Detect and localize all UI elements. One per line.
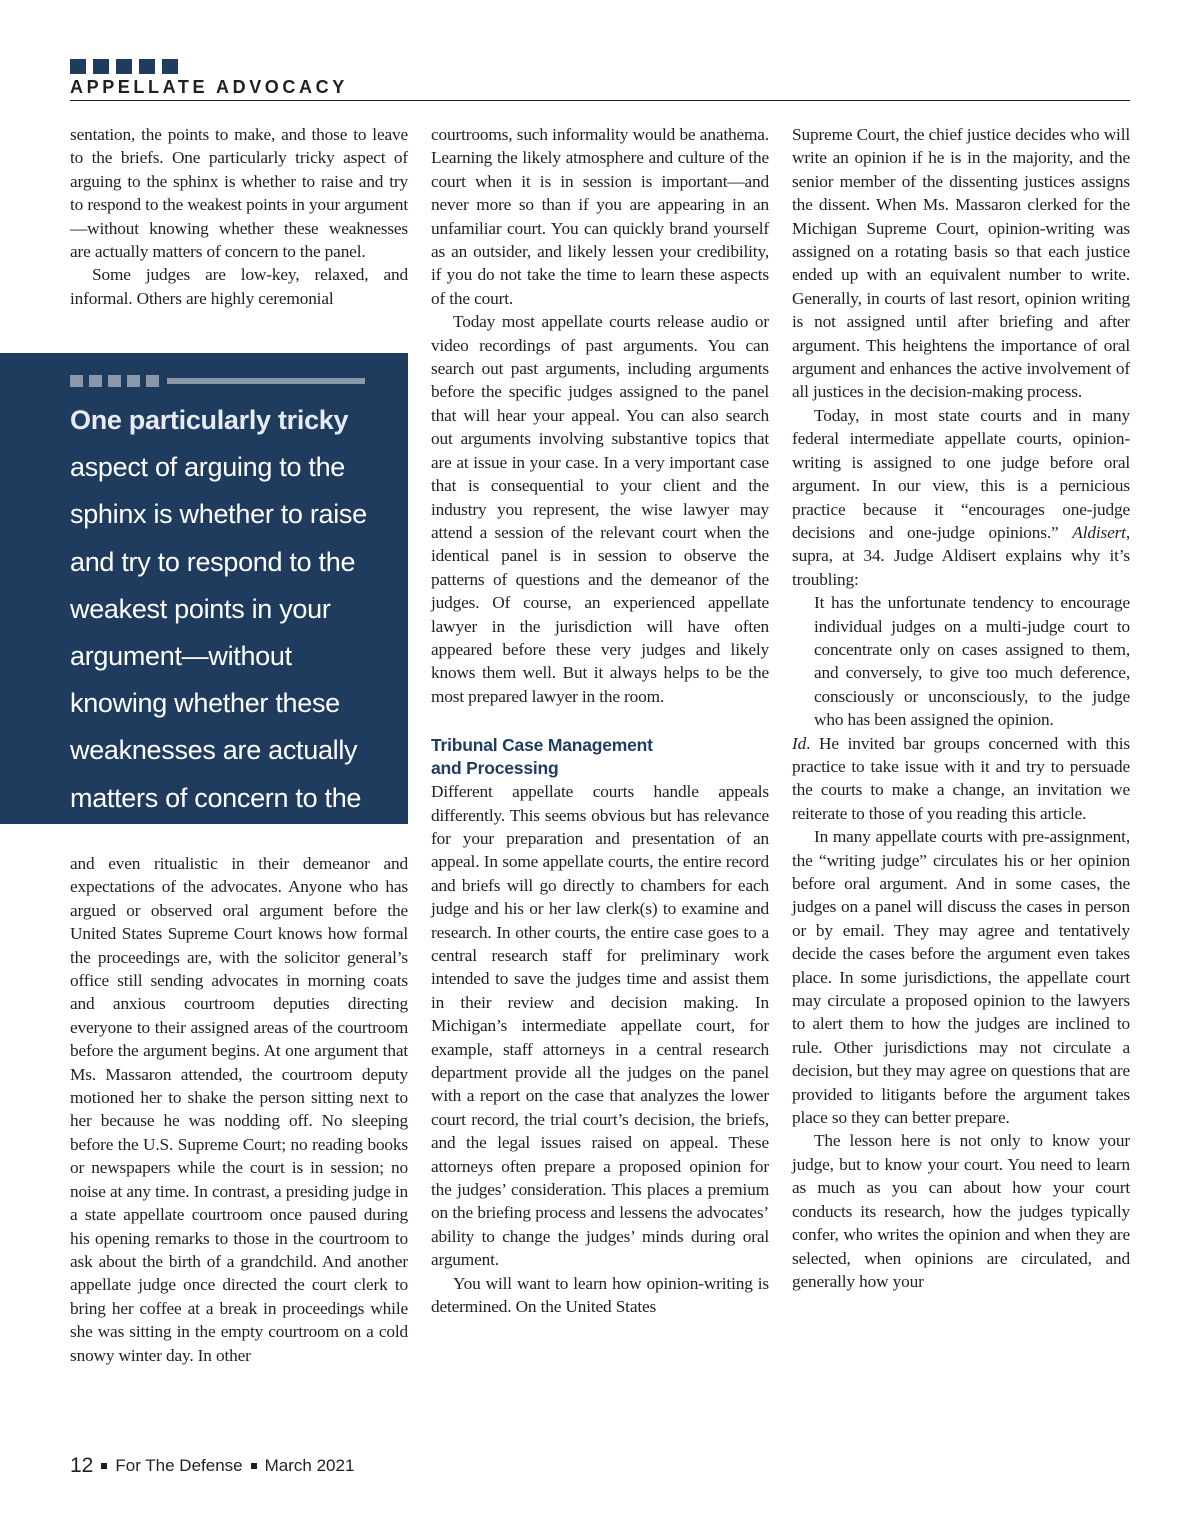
paragraph-text: Today, in most state courts and in many federal intermediate appellate courts, opinion-writing is assigned to one judge before oral argument. In our view, this is a pernicious practice because it “encourages one-judge decisions and one-judge opinions.” xyxy=(792,405,1130,542)
separator-dot xyxy=(251,1463,257,1469)
section-marker-squares xyxy=(70,59,178,74)
pull-quote xyxy=(0,353,408,860)
separator-dot xyxy=(101,1463,107,1469)
marker-square xyxy=(127,375,140,387)
marker-square xyxy=(108,375,121,387)
pull-quote-lead: One particularly tricky xyxy=(70,405,349,435)
paragraph: You will want to learn how opinion-writing is determined. On the United States xyxy=(431,1273,769,1317)
paragraph: and even ritualistic in their demeanor and expectations of the advocates. Anyone who has argued or observed oral argument before the United States Supreme Court knows how formal the proceedings are, with the solicitor general’s office still sending advocates in morning coats and anxious courtroom deputies directing everyone to their assigned areas of the courtroom before the argument begins. At one argument that Ms. Massaron attended, the courtroom deputy motioned her to shake the person sitting next to her because he was nodding off. No sleeping before the U.S. Supreme Court; no reading books or newspapers while the court is in session; no noise at any time. In contrast, a presiding judge in a state appellate courtroom once paused during his opening remarks to those in the courtroom to ask about the birth of a grandchild. And another appellate judge once directed the court clerk to bring her coffee at a break in proceedings while she was sitting in the empty courtroom on a cold snowy winter day. In other xyxy=(70,854,408,1365)
marker-square xyxy=(89,375,102,387)
column-2 xyxy=(431,123,769,1319)
citation: Id xyxy=(792,733,807,753)
column-1-bottom xyxy=(70,852,408,1367)
subheading-line-1: Tribunal Case Management xyxy=(431,735,653,756)
page-number: 12 xyxy=(70,1454,94,1477)
pull-quote-text xyxy=(70,397,388,869)
paragraph: courtrooms, such informality would be anathema. Learning the likely atmosphere and culture of the court when it is in session is important—and never more so than if you are appearing in an unfamiliar court. You can quickly brand yourself as an outsider, and likely lessen your credibility, if you do not take the time to learn these aspects of the court. xyxy=(431,125,769,308)
paragraph: Different appellate courts handle appeals differently. This seems obvious but has relevance for your preparation and presentation of an appeal. In some appellate courts, the entire record and briefs will go directly to chambers for each judge and his or her law clerk(s) to examine and research. In other courts, the entire case goes to a central research staff for preliminary work intended to save the judges time and assist them in their review and decision making. In Michigan’s intermediate appellate court, for example, staff attorneys in a central research department provide all the judges on the panel with a report on the case that analyzes the lower court record, the trial court’s decision, the briefs, and the legal issues raised on appeal. These attorneys often prepare a proposed opinion for the judges’ consideration. This places a premium on the briefing process and lessens the advocates’ ability to change the judges’ minds during oral argument. xyxy=(431,782,769,1270)
paragraph-text: . He invited bar groups concerned with this practice to take issue with it and try to persuade the courts to make a change, an invitation we reiterate to those of you reading this article. xyxy=(792,733,1130,823)
marker-bar xyxy=(167,378,365,384)
header-rule xyxy=(70,100,1130,101)
pull-quote-body: aspect of arguing to the sphinx is whether to raise and try to respond to the weakest points in your argument—without knowing whether these weaknesses are actually matters of concern to the panel. xyxy=(70,452,367,860)
section-title: APPELLATE ADVOCACY xyxy=(70,77,348,97)
subheading xyxy=(431,734,769,780)
citation: Aldisert xyxy=(1072,522,1126,542)
paragraph xyxy=(792,404,1130,591)
marker-square xyxy=(116,59,132,74)
page-footer xyxy=(70,1454,354,1478)
paragraph xyxy=(792,732,1130,826)
block-quote: It has the unfortunate tendency to encourage individual judges on a multi-judge court to concentrate only on cases assigned to them, and conversely, to give too much deference, consciously or unconsciously, to the judge who has been assigned the opinion. xyxy=(814,593,1130,730)
marker-square xyxy=(162,59,178,74)
paragraph: Supreme Court, the chief justice decides who will write an opinion if he is in the majority, and the senior member of the dissenting justices assigns the dissent. When Ms. Massaron clerked for the Michigan Supreme Court, opinion-writing was assigned on a rotating basis so that each justice ended up with an equivalent number to write. Generally, in courts of last resort, opinion writing is not assigned until after briefing and after argument. This heightens the importance of oral argument and enhances the active involvement of all justices in the decision-making process. xyxy=(792,125,1130,402)
paragraph: The lesson here is not only to know your judge, but to know your court. You need to learn as much as you can about how your court conducts its research, how the judges typically confer, who writes the opinion and when they are selected, when opinions are circulated, and generally how your xyxy=(792,1131,1130,1291)
marker-square xyxy=(93,59,109,74)
column-1-top xyxy=(70,123,408,310)
paragraph: sentation, the points to make, and those to leave to the briefs. One particularly tricky aspect of arguing to the sphinx is whether to raise and try to respond to the weakest points in your argument—without knowing whether these weaknesses are actually matters of concern to the panel. xyxy=(70,125,408,262)
marker-square xyxy=(146,375,159,387)
paragraph: Today most appellate courts release audio or video recordings of past arguments. You can search out past arguments, including arguments before the specific judges assigned to the panel that will hear your appeal. You can also search out arguments involving substantive topics that are at issue in your case. In a very important case that is consequential to your client and the industry you represent, the wise lawyer may attend a session of the relevant court when the identical panel is in session to observe the patterns of questions and the demeanor of the judges. Of course, an experienced appellate lawyer in the jurisdiction will have often appeared before these very judges and likely knows them well. But it always helps to be the most prepared lawyer in the room. xyxy=(431,312,769,706)
pull-quote-marker xyxy=(70,375,388,387)
paragraph-text: , supra, at 34. Judge Aldisert explains why it’s troubling: xyxy=(792,522,1130,589)
issue-date: March 2021 xyxy=(264,1456,355,1475)
publication-name: For The Defense xyxy=(115,1456,243,1475)
marker-square xyxy=(139,59,155,74)
marker-square xyxy=(70,375,83,387)
subheading-line-2: and Processing xyxy=(431,758,559,779)
paragraph: Some judges are low-key, relaxed, and informal. Others are highly ceremonial xyxy=(70,265,408,308)
column-3 xyxy=(792,123,1130,1293)
marker-square xyxy=(70,59,86,74)
paragraph: In many appellate courts with pre-assignment, the “writing judge” circulates his or her opinion before oral argument. And in some cases, the judges on a panel will discuss the cases in person or by email. They may agree and tentatively decide the cases before the argument even takes place. In some jurisdictions, the appellate court may circulate a proposed opinion to the lawyers to alert them to how the judges are inclined to rule. Other jurisdictions may not circulate a decision, but they may agree on questions that are provided to litigants before the argument takes place so they can better prepare. xyxy=(792,827,1130,1128)
